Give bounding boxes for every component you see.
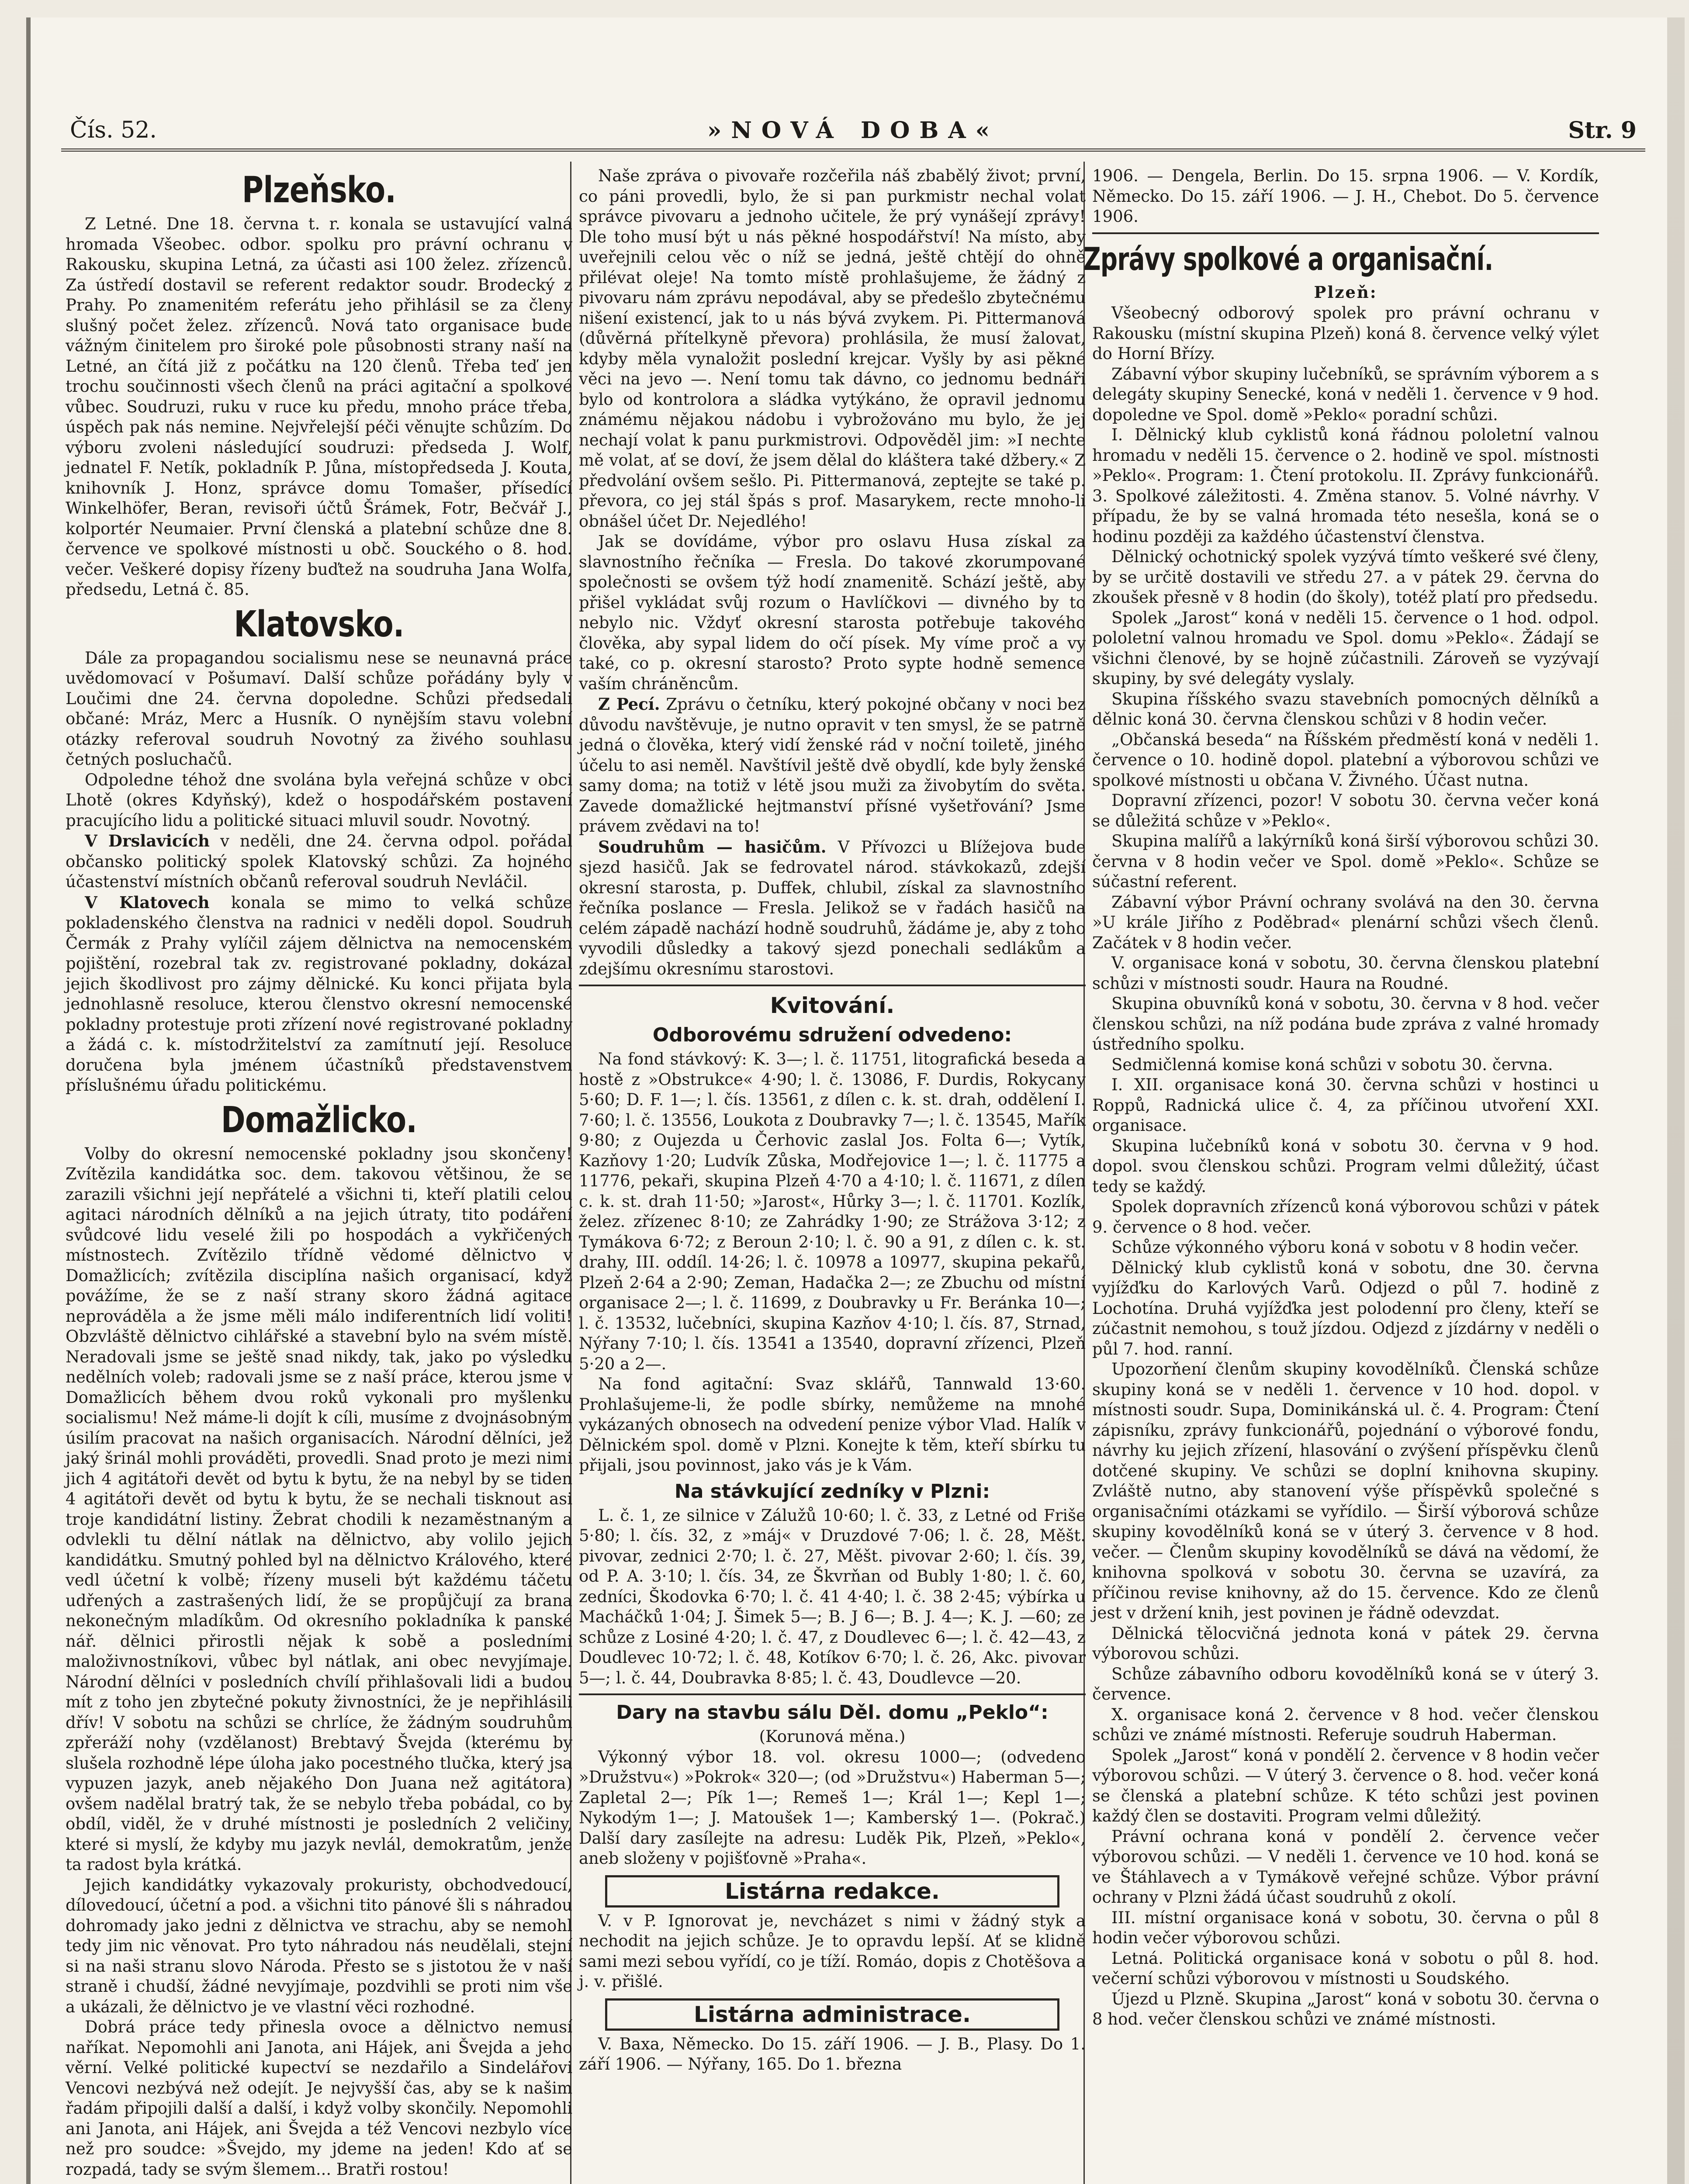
notice-item: Skupina malířů a lakýrníků koná širší výborovou schůzi 30. června v 8 hodin večer ve Spol. domě »Peklo«. Schůze se súčastní referent. <box>1092 832 1599 891</box>
subheading-peklo: Dary na stavbu sálu Děl. domu „Peklo“: <box>616 1701 1049 1724</box>
box-title: Listárna administrace. <box>694 2001 971 2027</box>
section-rule <box>579 985 1086 986</box>
notice-item: Dělnický klub cyklistů koná v sobotu, dne 30. června vyjížďku do Karlových Varů. Odjezd o půl 7. hodině z Lochotína. Druhá vyjížďka jest polodenní pro členy, kteří se zúčastnit nemohou, s touž jízdou. Odjezd z jízdárny v neděli o půl 7. hod. ranní. <box>1092 1258 1599 1358</box>
notice-item: Dopravní zřízenci, pozor! V sobotu 30. června večer koná se důležitá schůze v »Peklo«. <box>1092 791 1599 830</box>
notice-item: X. organisace koná 2. července v 8 hod. večer členskou schůzi ve známé místnosti. Referuje soudruh Haberman. <box>1092 1705 1599 1744</box>
page-header <box>61 109 1645 152</box>
section-heading-kvitovani: Kvitování. <box>770 993 895 1018</box>
donation-list: Výkonný výbor 18. vol. okresu 1000—; (odvedeno »Družstvu«) »Pokrok« 320—; (od »Družstvu«) Haberman 5—; Zapletal 2—; Pík 1—; Remeš 1—; Král 1—; Kepl 1—; Nykodým 1—; J. Matoušek 1—; Kamberský 1—. (Pokrač.) Další dary zasílejte na adresu: Luděk Pik, Plzeň, »Peklo«, aneb složeny v pojišťovně »Praha«. <box>579 1747 1086 1868</box>
article-paragraph: Dobrá práce tedy přinesla ovoce a dělnictvo nemusí naříkat. Nepomohli ani Janota, ani Hájek, ani Švejda a jeho věrní. Velké politické kupectví se nezdařilo a Sindelářovi Vencovi nezbývá než odejít. Je nejvyšší čas, aby se k našim řadám připojili další a další, i když volby skončily. Nepomohli ani Janota, ani Hájek, ani Švejda a též Vencovi nezbylo více než pro soudce: »Švejdo, my jdeme na jeden! Kdo ať se rozpadá, tady se svým šlemem... Bratři rostou! <box>66 2018 572 2179</box>
notice-item: I. Dělnický klub cyklistů koná řádnou pololetní valnou hromadu v neděli 15. července o 2. hodině ve spol. místnosti »Peklo«. Program: 1. Čtení protokolu. II. Zprávy funkcionářů. 3. Spolkové záležitosti. 4. Změna stanov. 5. Volné návrhy. V případu, že by se valná hromada této nesešla, koná se o hodinu později za každého účastenství členstva. <box>1092 425 1599 546</box>
article-paragraph: Naše zpráva o pivovaře rozčeřila náš zbabělý život; první, co páni provedli, bylo, že si pan purkmistr nechal volat správce pivovaru a jednoho učitele, že prý vynášejí zprávy! Dle toho musí být u nás pěkné hospodářství! Na místo, aby uveřejnili celou věc o níž se jedná, ještě chtějí do ohně přilévat oleje! Na tomto místě prohlašujeme, že žádný z pivovaru nám zprávu nepodával, aby se předešlo zbytečnému nišení existencí, jak to u nás bývá zvykem. Pi. Pittermanová (důvěrná přítelkyně převora) prohlásila, že musí žalovat, kdyby měla vynaložit poslední krejcar. Vyšly by asi pěkné věci na jevo —. Není tomu tak dávno, co jednomu bednáři bylo od kontrolora a sládka vytýkáno, že opravil jednomu známému nějakou nádobu i vybrožováno mu bylo, že jej nechají volat k panu purkmistrovi. Odpověděl jim: »I nechte mě volat, ať se doví, že jsem dělal do kláštera také džbery.« Z předvolání ovšem sešlo. Pi. Pittermanová, zeptejte se také p. převora, co jej stál špás s prof. Masarykem, recte mnoho-li obnášel účet Dr. Nejedlého! <box>579 166 1086 531</box>
article-paragraph <box>66 892 572 1096</box>
place-name: V Drslavicích <box>85 831 210 850</box>
column-3 <box>1083 166 1599 2030</box>
donation-list: Na fond agitační: Svaz sklářů, Tannwald 13·60. Prohlašujeme-li, že podle sbírky, nemůžeme na mnohé vykázaných obnosech na odvedení penize výbor Vlad. Halík v Dělnickém spol. domě v Plzni. Konejte k těm, kteří sbírku tu přijali, jsou povinnost, jako vás je k Vám. <box>579 1375 1086 1475</box>
paragraph-text: konala se mimo to velká schůze pokladenského členstva na radnici v neděli dopol. Soudruh Čermák z Prahy vylíčil zájem dělnictva na nemocenském pojištění, rozebral tak zv. registrované pokladny, dokázal jejich škodlivost pro zájmy dělnické. Ku konci přijata byla jednohlasně resoluce, kterou členstvo okresní nemocenské pokladny protestuje proti zřízení nové registrované pokladny a žádá c. k. místodržitelství za zamítnutí její. Resoluce doručena byla jménem účastníků představenstvem příslušnému úřadu politickému. <box>66 893 573 1095</box>
notice-item: V. organisace koná v sobotu, 30. června členskou platební schůzi v místnosti soudr. Haura na Roudné. <box>1092 954 1599 993</box>
notice-item: Spolek „Jarost“ koná v pondělí 2. července v 8 hodin večer výborovou schůzi. — V úterý 3. července o 8. hod. večer koná se členská a platební schůze. K této schůzi jest povinen každý člen se dostaviti. Program velmi důležitý. <box>1092 1745 1599 1825</box>
page-edge <box>1667 17 1685 2184</box>
notice-item: „Občanská beseda“ na Říšském předměstí koná v neděli 1. července o 10. hodině dopol. platební a výborovou schůzi ve spolkové místnosti u občana V. Živného. Účast nutna. <box>1092 730 1599 790</box>
paragraph-text: V Přívozci u Blížejova bude sjezd hasičů. Jak se fedrovatel národ. stávkokazů, zdejší okresní starosta, p. Duffek, chlubil, získal za slavnostního řečníka poslance — Fresla. Jelikož se v řadách hasičů na celém západě nachází hodně soudruhů, žádáme je, aby z toho vyvodili důsledky a takový sjezd ponechali sedlákům a zdejšímu okresnímu starostovi. <box>579 837 1086 978</box>
listarna-administrace-box <box>605 1998 1059 2031</box>
section-rule <box>1092 232 1599 234</box>
paragraph-text: Zprávu o četníku, který pokojné občany v noci bez důvodu navštěvuje, je nutno opravit v ten smysl, že se patrně jedná o člověka, který vidí ženské rád v noční toiletě, jiného účelu to asi neměl. Navštívil ještě dvě obydlí, kde byly ženské samy doma; na totiž v létě jsou muži za živobytím do světa. Zavede domažlické hejtmanství přísné vyšetřování? Jsme právem zvědavi na to! <box>579 695 1086 836</box>
article-paragraph <box>66 831 572 892</box>
place-name: Soudruhům — hasičům. <box>598 837 827 857</box>
notice-item: Spolek dopravních zřízenců koná výborovou schůzi v pátek 9. července o 8 hod. večer. <box>1092 1197 1599 1237</box>
article-paragraph: Jejich kandidátky vykazovaly prokuristy, obchodvedoucí, dílovedoucí, účetní a pod. a všichni tito pánové šli s náhradou dohromady jako jedni z dělnictva ve strachu, aby se nemohl tedy jim nic věnovat. Pro tyto náhradou nás neudělali, stejní si na naši stranu slovo Národa. Přesto se s jistotou že v naší straně i chudší, žádné nevyjímaje, pozdvihli se proti nim vše a ukázali, že dělnictvo je ve vlastní věci rozhodné. <box>66 1875 572 2016</box>
notice-item: Spolek „Jarost“ koná v neděli 15. července o 1 hod. odpol. pololetní valnou hromadu ve Spol. domu »Peklo«. Žádají se všichni členové, by se hojně zúčastnili. Zároveň se vyzývají skupiny, by své delegáty vyslaly. <box>1092 608 1599 688</box>
box-title: Listárna redakce. <box>725 1878 940 1904</box>
notice-item: Újezd u Plzně. Skupina „Jarost“ koná v sobotu 30. června o 8 hod. večer členskou schůzi ve známé místnosti. <box>1092 1989 1599 2028</box>
article-paragraph: Dále za propagandou socialismu nese se neunavná práce uvědomovací v Pošumaví. Další schůze pořádány byly v Loučimi dne 24. června dopoledne. Schůzi předsedali občané: Mráz, Merc a Husník. O nynějším stavu volební otázky referoval soudruh Novotný za živého souhlasu četných posluchačů. <box>66 648 572 769</box>
notice-item: Dělnický ochotnický spolek vyzývá tímto veškeré své členy, by se určitě dostavili ve středu 27. a v pátek 29. června do zkoušek přesně v 8 hodin (do školy), totéž platí pro předsedu. <box>1092 547 1599 607</box>
donation-list: Na fond stávkový: K. 3—; l. č. 11751, litografická beseda a hostě z »Obstrukce« 4·90; l. č. 13086, F. Durdis, Rokycany 5·60; D. F. 1—; l. čís. 13561, z dílen c. k. st. drah, oddělení I. 7·60; l. č. 13556, Loukota z Doubravky 7—; l. č. 13545, Mařík 9·80; z Oujezda u Čerhovic zaslal Jos. Folta 6—; Vytík, Kazňovy 1·20; Ludvík Zůska, Modřejovice 1—; l. č. 11775 a 11776, pekaři, skupina Plzeň 4·70 a 4·10; l. č. 11671, z dílen c. k. st. drah 11·50; »Jarost«, Hůrky 3—; l. č. 11701. Kozlík, želez. zřízenec 8·10; ze Zahrádky 1·90; ze Strážova 3·12; z Tymákova 6·72; z Beroun 2·10; l. č. 90 a 91, z dílen c. k. st. drahy, III. oddíl. 14·26; l. č. 10978 a 10977, skupina pekařů, Plzeň 2·64 a 2·90; Zeman, Hadačka 2—; ze Zbuchu od místní organisace 2—; l. č. 11699, z Doubravky u Fr. Beránka 10—; l. č. 13532, lučebníci, skupina Kazňov 4·10; l. čís. 87, Strnad, Nýřany 7·10; l. čís. 13541 a 13540, dopravní zřízenci, Plzeň 5·20 a 2—. <box>579 1050 1086 1373</box>
notice-item: Letná. Politická organisace koná v sobotu o půl 8. hod. večerní schůzi výborovou v místnosti u Soudského. <box>1092 1949 1599 1988</box>
notice-item: Zábavní výbor skupiny lučebníků, se správním výborem a s delegáty skupiny Senecké, koná v neděli 1. července v 9 hod. dopoledne ve Spol. domě »Peklo« poradní schůzi. <box>1092 364 1599 424</box>
notice-item: III. místní organisace koná v sobotu, 30. června o půl 8 hodin večer výborovou schůzi. <box>1092 1908 1599 1947</box>
column-1 <box>66 166 572 2180</box>
notice-item: Zábavní výbor Právní ochrany svolává na den 30. června »U krále Jiřího z Poděbrad« plenární schůzi všech členů. Začátek v 8 hodin večer. <box>1092 892 1599 952</box>
notice-item: Všeobecný odborový spolek pro právní ochranu v Rakousku (místní skupina Plzeň) koná 8. července velký výlet do Horní Břízy. <box>1092 304 1599 363</box>
article-paragraph: Odpoledne téhož dne svolána byla veřejná schůze v obci Lhotě (okres Kdyňský), kdež o hospodářském postavení pracujícího lidu a politické situaci mluvil soudr. Novotný. <box>66 770 572 830</box>
notice-item: Skupina obuvníků koná v sobotu, 30. června v 8 hod. večer členskou schůzi, na níž podána bude zpráva z valné hromady ústředního spolku. <box>1092 994 1599 1054</box>
notice-item: I. XII. organisace koná 30. června schůzi v hostinci u Roppů, Radnická ulice č. 4, za příčinou utvoření XXI. organisace. <box>1092 1075 1599 1135</box>
listarna-redakce-box <box>605 1875 1059 1908</box>
section-heading-domazlicko: Domažlicko. <box>221 1099 417 1141</box>
masthead-title: »NOVÁ DOBA« <box>707 117 1000 144</box>
notice-item: Právní ochrana koná v pondělí 2. července večer výborovou schůzi. — V neděli 1. července ve 10 hod. koná se ve Štáhlavech a v Tymákově veřejné schůze. Výbor právní ochrany v Plzni žádá účast soudruhů z okolí. <box>1092 1827 1599 1907</box>
article-paragraph: 1906. — Dengela, Berlin. Do 15. srpna 1906. — V. Kordík, Německo. Do 15. září 1906. — J. H., Chebot. Do 5. července 1906. <box>1092 166 1599 226</box>
donation-list: L. č. 1, ze silnice v Zálužů 10·60; l. č. 33, z Letné od Friše 5·80; l. čís. 32, z »máj« v Druzdové 7·06; l. č. 28, Měšt. pivovar, zednici 2·70; l. č. 27, Měšt. pivovar 2·60; l. čís. 39, od P. A. 3·10; l. čís. 34, ze Škvrňan od Bubly 1·80; l. č. 60, zedníci, Škodovka 6·70; l. č. 41 4·40; l. č. 38 2·45; výbírka u Macháčků 1·04; J. Šimek 5—; B. J 6—; B. J. 4—; K. J. —60; ze schůze z Losiné 4·20; l. č. 47, z Doudlevec 6—; l. č. 42—43, z Doudlevec 10·72; l. č. 48, Kotíkov 6·70; l. č. 26, Akc. pivovar 5—; l. č. 44, Doubravka 8·85; l. č. 43, Doudlevce —20. <box>579 1506 1086 1687</box>
article-paragraph <box>579 694 1086 837</box>
section-rule <box>579 1693 1086 1695</box>
article-paragraph: Jak se dovídáme, výbor pro oslavu Husa získal za slavnostního řečníka — Fresla. Do takové zkorumpované společnosti se ovšem týž hodí znamenitě. Schází ještě, aby přišel vykládat svůj rozum o Havlíčkovi — divného by to nebylo nic. Vždyť okresní starosta potřebuje takového člověka, aby sypal lidem do očí písek. My víme proč a vy také, co p. okresní starosto? Proto sypte hodně semence vaším chráněncům. <box>579 532 1086 693</box>
article-paragraph: Volby do okresní nemocenské pokladny jsou skončeny! Zvítězila kandidátka soc. dem. takovou většinou, že se zarazili všichni její nepřátelé a všichni ti, kteří platili celou agitaci národních dělníků a na jejich útraty, tito podáření svůdcové lidu veselé žili po hospodách a vykřičených místnostech. Zvítězilo třídně vědomé dělnictvo v Domažlicích; zvítězila disciplína našich organisací, když povážíme, že se z naší strany skoro žádná agitace neprováděla a že jsme měli málo indiferentních lidí voliti! Obzvláště dělnictvo cihlářské a stavební bylo na svém místě. Neradovali jsme se ještě snad nikdy, tak, jako po výsledku nedělních voleb; radovali jsme se z naší práce, kterou jsme v Domažlicích během dvou roků vykonali pro myšlenku socialismu! Než máme-li dojít k cíli, musíme z dvojnásobným úsilím pracovat na našich organisacích. Národní dělníci, jež jaký šrinál mohli prováděti, provedli. Snad proto je mezi nimi jich 4 agitátoři devět od bytu k bytu, že na nebyl by se tiden 4 agitátoři devět od bytu k bytu, že se nechali tisknout asi troje kandidátní listiny. Žebrat chodili k nezaměstnaným a odvlekli tu dělní nátlak na dělnictvo, aby volilo jejich kandidátku. Smutný pohled byl na dělnictvo Králového, které vedl účetní k volbě; řízeny museli být každému táčetu udřených a zastrašených lidí, že se propůjčují za brana nekonečným mladíkům. Od okresního pokladníka k panské nář. dělnici přirostli nějak k sobě a posledními maloživnostníkovi, vůbec byl nátlak, ani obec nevyjímaje. Národní dělníci v posledních chvílí přihlašovali lidi a budou mít z toho jen zbytečné pokuty živnostníci, že je nepřihlásili dřív! V sobotu na schůzi se chrlíce, že žádným soudruhům zpřeráží nohy (vzdělanost) Brebtavý Švejda (kterému by slušela rozhodně lépe úloha jako pocestného tlučka, který jsa vypuzen jazyk, aneb nějakého Don Juana než agitátora) ovšem nadělal bratrý tak, že se nebylo třeba pobádal, co by obdíl, viděl, že v druhé místnosti je posledních 2 veličiny, které si myslí, že kdyby mu jazyk nevlál, demokratům, jenže ta radost byla krátká. <box>66 1144 572 1874</box>
article-paragraph: V. v P. Ignorovat je, nevcházet s nimi v žádný styk a nechodit na jejich schůze. Je to opravdu lepší. Ať se klidně sami mezi sebou vyřídí, co je tíží. Romáo, dopis z Chotěšova a j. v. přišlé. <box>579 1911 1086 1991</box>
notice-list <box>1092 303 1599 2030</box>
section-heading-klatovsko: Klatovsko. <box>234 603 404 645</box>
notice-item: Dělnická tělocvičná jednota koná v pátek 29. června výborovou schůzi. <box>1092 1624 1599 1663</box>
place-name: V Klatovech <box>85 892 210 912</box>
notice-item: Skupina lučebníků koná v sobotu 30. června v 9 hod. dopol. svou členskou schůzi. Program velmi důležitý, účast tedy se každý. <box>1092 1136 1599 1196</box>
subheading-stavkujici: Na stávkující zedníky v Plzni: <box>674 1480 990 1503</box>
paragraph-text: v neděli, dne 24. června odpol. pořádal občansko politický spolek Klatovský schůzi. Za hojného účastenství místních občanů referoval soudruh Nevláčil. <box>66 832 572 891</box>
section-heading-zpravy: Zprávy spolkové a organisační. <box>1083 240 1493 277</box>
place-name: Z Pecí. <box>598 695 660 714</box>
place-heading-plzen: Plzeň: <box>1314 282 1378 302</box>
notice-item: Skupina říšského svazu stavebních pomocných dělníků a dělnic koná 30. června členskou schůzi v 8 hodin večer. <box>1092 689 1599 729</box>
article-paragraph <box>579 837 1086 980</box>
notice-item: Schůze výkonného výboru koná v sobotu v 8 hodin večer. <box>1111 1238 1579 1257</box>
notice-item: Upozorňení členům skupiny kovodělníků. Členská schůze skupiny koná se v neděli 1. července v 10 hod. dopol. v místnosti soudr. Supa, Dominikánská ul. č. 4. Program: Čtení zápisníku, zprávy funkcionářů, pojednání o výborové fondu, návrhy ku jejich zřízení, hlasování o zvýšení příspěvku členů dotčené skupiny. Ve schůzi se doplní knihovna skupiny. Zvláště nutno, aby stanovení výše příspěvků společné s organisačními otázkami se vyřídilo. — Širší výborová schůze skupiny kovodělníků koná se v úterý 3. července v 8 hod. večer. — Členům skupiny kovodělníků se dává na vědomí, že knihovna spolková v sobotu 30. června se uzavírá, za příčinou revise knihovny, až do 15. července. Kdo ze členů jest v držení knih, jest povinen je řádně odevzdat. <box>1092 1360 1599 1622</box>
notice-item: Schůze zábavního odboru kovodělníků koná se v úterý 3. července. <box>1092 1664 1599 1704</box>
column-2 <box>579 166 1086 2075</box>
page-number: Str. 9 <box>1568 117 1637 144</box>
notice-item: Sedmičlenná komise koná schůzi v sobotu 30. června. <box>1111 1055 1553 1074</box>
subheading-odbor: Odborovému sdružení odvedeno: <box>652 1024 1012 1046</box>
currency-note: (Korunová měna.) <box>759 1727 906 1746</box>
article-paragraph: V. Baxa, Německo. Do 15. září 1906. — J. B., Plasy. Do 1. září 1906. — Nýřany, 165. Do 1. března <box>579 2034 1086 2073</box>
issue-number: Čís. 52. <box>70 117 157 143</box>
article-paragraph: Z Letné. Dne 18. června t. r. konala se ustavující valná hromada Všeobec. odbor. spolku pro právní ochranu v Rakousku, skupina Letná, za účasti asi 100 želez. zřízenců. Za ústředí dostavil se referent redaktor soudr. Brodecký z Prahy. Po znamenitém referátu jeho přihlásil se za členy slušný počet želez. zřízenců. Nová tato organisace bude vážným činitelem pro široké pole působnosti strany naší na Letné, an čítá již z počátku na 120 členů. Třeba teď jen trochu součinnosti všech členů na práci agitační a spolkové vůbec. Soudruzi, ruku v ruce ku předu, mnoho práce třeba, úspěch pak nás nemine. Nejvřelejší péči věnujte schůzím. Do výboru zvoleni následující soudruzi: předseda J. Wolf, jednatel F. Netík, pokladník P. Jůna, místopředseda J. Kouta, knihovník J. Honz, správce domu Tomašer, přísedící Winkelhöfer, Beran, revisoři účtů Šrámek, Fotr, Bečvář J., kolportér Neumaier. První členská a platební schůze dne 8. července ve spolkové místnosti u obč. Souckého o 8. hod. večer. Veškeré dopisy řízeny buďtež na soudruha Jana Wolfa, předsedu, Letná č. 85. <box>66 214 572 599</box>
section-heading-plzensko: Plzeňsko. <box>242 169 396 211</box>
